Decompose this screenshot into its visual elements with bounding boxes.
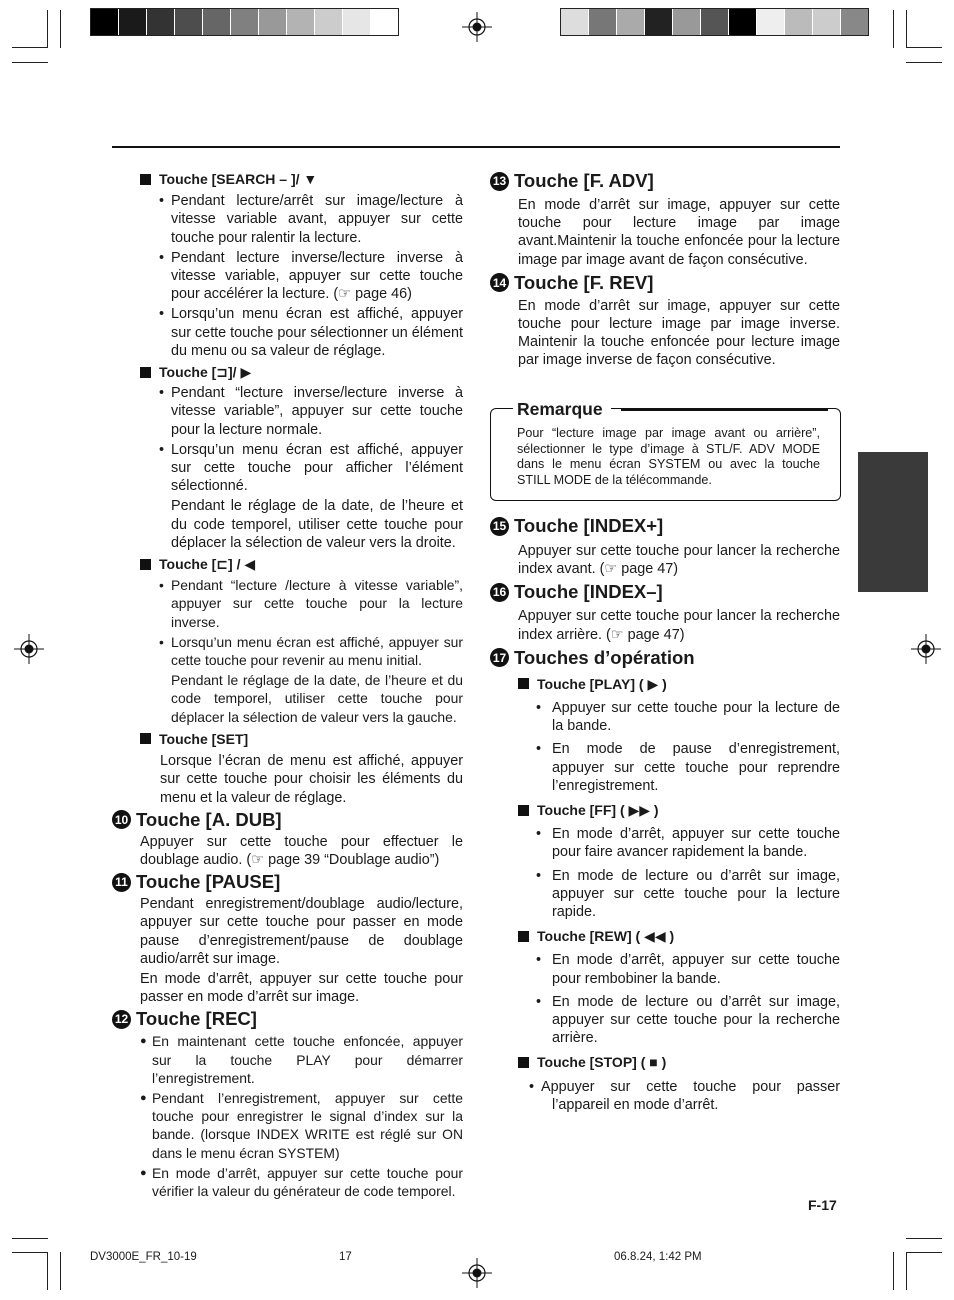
footer-date: 06.8.24, 1:42 PM [614,1251,702,1263]
stop-heading: Touche [STOP] ( ■ ) [518,1053,840,1071]
list-item: • En mode de lecture ou d’arrêt sur image, appuyer sur cette touche pour la recherche arrière. [536,993,840,1047]
set-heading: Touche [SET] [140,730,463,748]
section-number: 14 [490,273,509,292]
crop-mark [906,10,907,48]
section-number: 16 [490,583,509,602]
right-column [490,170,840,370]
header-rule [112,146,840,148]
list-item: • Pendant “lecture /lecture à vitesse variable”, appuyer sur cette touche pour la lecture inverse. [159,577,463,630]
paragraph: Pendant le réglage de la date, de l’heure et du code temporel, utiliser cette touche pour déplacer la sélection de valeur vers la droite. [171,498,463,551]
chapter-tab [858,452,928,592]
page-number: F-17 [808,1197,837,1213]
paragraph: Appuyer sur cette touche pour lancer la recherche index arrière. (☞ page 47) [518,608,840,643]
crop-mark [60,10,61,48]
section-number: 13 [490,172,509,191]
list-item: • Appuyer sur cette touche pour passer l’appareil en mode d’arrêt. [529,1078,840,1113]
crop-mark [60,1252,61,1290]
section-number: 12 [112,1010,131,1029]
crop-mark [47,10,48,48]
play-heading: Touche [PLAY] ( ▶ ) [518,675,840,693]
color-bar-left [90,8,399,36]
section-number: 11 [112,873,131,892]
list-item: ● En mode d’arrêt, appuyer sur cette touche pour vérifier la valeur du générateur de code temporel. [140,1164,463,1199]
remarque-box [490,399,841,501]
list-item: • Lorsqu’un menu écran est affiché, appuyer sur cette touche pour afficher l’élément sélectionné. [159,441,463,495]
section-heading-rec: 12 Touche [REC] [112,1008,463,1030]
color-bar-right [560,8,869,36]
list-item: • Lorsqu’un menu écran est affiché, appuyer sur cette touche pour sélectionner un élément du menu ou sa valeur de réglage. [159,306,463,359]
section-heading-fadv: 13 Touche [F. ADV] [490,170,840,192]
crop-mark [893,1252,894,1290]
crop-mark [12,1238,48,1239]
list-item: • En mode de lecture ou d’arrêt sur image, appuyer sur cette touche pour la lecture rapide. [536,867,840,921]
paragraph: Appuyer sur cette touche pour effectuer le doublage audio. (☞ page 39 “Doublage audio”) [140,833,463,868]
list-item: • En mode d’arrêt, appuyer sur cette touche pour faire avancer rapidement la bande. [536,826,840,861]
list-item: • Appuyer sur cette touche pour la lecture de la bande. [536,700,840,735]
section-heading-operations: 17 Touches d’opération [490,647,840,669]
paragraph: En mode d’arrêt sur image, appuyer sur cette touche pour lecture image par image avant.Maintenir la touche enfoncée pour la lecture image par image avant de façon consécutive. [518,197,840,268]
crop-mark [906,1238,942,1239]
left-column [112,170,463,1200]
section-heading-index-minus: 16 Touche [INDEX–] [490,581,840,603]
crop-mark [12,47,48,48]
list-item: • Pendant lecture/arrêt sur image/lecture à vitesse variable avant, appuyer sur cette touche pour ralentir la lecture. [159,193,463,246]
crop-mark [906,1252,907,1290]
registration-mark-icon [14,634,44,664]
remarque-rule [621,409,828,411]
remarque-title: Remarque [513,399,611,419]
registration-mark-icon [462,1258,492,1288]
crop-mark [893,10,894,48]
paragraph: En mode d’arrêt, appuyer sur cette touche pour passer en mode d’arrêt sur image. [140,970,463,1006]
list-item: ● En maintenant cette touche enfoncée, appuyer sur la touche PLAY pour démarrer l’enregistrement. [140,1033,463,1086]
crop-mark [47,1252,48,1290]
section-heading-index-plus: 15 Touche [INDEX+] [490,515,840,537]
list-item: • En mode d’arrêt, appuyer sur cette touche pour rembobiner la bande. [536,952,840,987]
registration-mark-icon [462,12,492,42]
remarque-text: Pour “lecture image par image avant ou arrière”, sélectionner le type d’image à STL/F. ADV MODE dans le menu écran SYSTEM ou avec la touche STILL MODE de la télécommande. [517,426,820,487]
paragraph: Pendant le réglage de la date, de l’heure et du code temporel, utiliser cette touche pour déplacer la sélection de valeur vers la gauche. [171,672,463,725]
crop-mark [906,62,942,63]
crop-mark [12,62,48,63]
left-key-heading: Touche [⊏] / ◀ [140,555,463,573]
registration-mark-icon [911,634,941,664]
section-heading-pause: 11 Touche [PAUSE] [112,871,463,893]
paragraph: Appuyer sur cette touche pour lancer la recherche index avant. (☞ page 47) [518,543,840,578]
crop-mark [906,47,942,48]
paragraph: Pendant enregistrement/doublage audio/lecture, appuyer sur cette touche pour passer en mode pause d’enregistrement/pause de doublage audio/arrêt sur image. [140,896,463,967]
footer-file: DV3000E_FR_10-19 [90,1251,197,1263]
rew-heading: Touche [REW] ( ◀◀ ) [518,927,840,945]
right-key-heading: Touche [⊐]/ ▶ [140,363,463,381]
section-number: 10 [112,810,131,829]
crop-mark [906,1252,942,1253]
section-heading-adub: 10 Touche [A. DUB] [112,809,463,831]
footer-page: 17 [339,1251,352,1263]
paragraph: En mode d’arrêt sur image, appuyer sur cette touche pour lecture image par image inverse. Maintenir la touche enfoncée pour lecture image par image inverse de façon consécutive. [518,297,840,369]
right-column-lower [490,515,840,1114]
list-item: • Lorsqu’un menu écran est affiché, appuyer sur cette touche pour revenir au menu initial. [159,633,463,669]
section-number: 17 [490,648,509,667]
section-heading-frev: 14 Touche [F. REV] [490,272,840,294]
section-number: 15 [490,517,509,536]
paragraph: Lorsque l’écran de menu est affiché, appuyer sur cette touche pour choisir les éléments du menu et la valeur de réglage. [160,753,463,806]
list-item: • Pendant lecture inverse/lecture inverse à vitesse variable, appuyer sur cette touche pour accélérer la lecture. (☞ page 46) [159,249,463,303]
ff-heading: Touche [FF] ( ▶▶ ) [518,801,840,819]
list-item: • En mode de pause d’enregistrement, appuyer sur cette touche pour reprendre l’enregistrement. [536,741,840,794]
crop-mark [12,1252,48,1253]
list-item: ● Pendant l’enregistrement, appuyer sur cette touche pour enregistrer le signal d’index sur la bande. (lorsque INDEX WRITE est réglé sur ON dans le menu écran SYSTEM) [140,1089,463,1161]
list-item: • Pendant “lecture inverse/lecture inverse à vitesse variable”, appuyer sur cette touche pour la lecture normale. [159,385,463,438]
search-heading: Touche [SEARCH – ]/ ▼ [140,170,463,188]
